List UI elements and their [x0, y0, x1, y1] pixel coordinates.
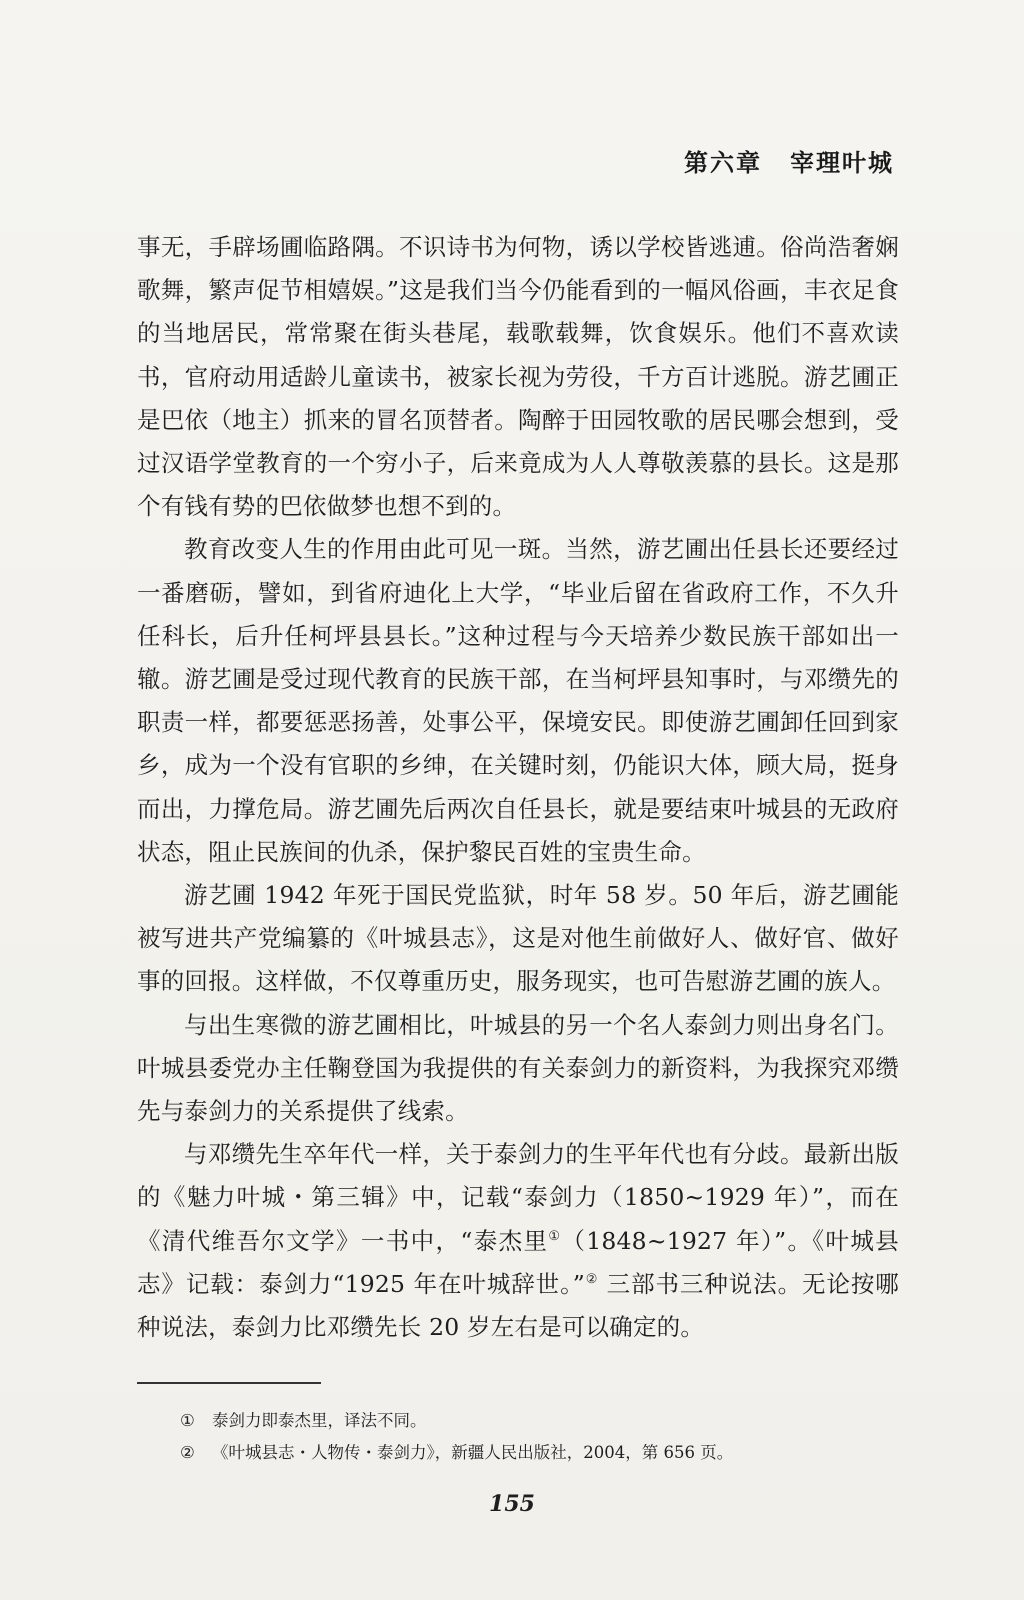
- footnote-ref: ②: [584, 1272, 599, 1288]
- paragraph-text: 三部书三种说法。无论按哪种说法，泰剑力比邓缵先长 20 岁左右是可以确定的。: [137, 1269, 899, 1342]
- chapter-title: 宰理叶城: [790, 148, 894, 177]
- paragraph: [137, 1133, 899, 1349]
- paragraph-text: （1848~1927 年）”。《叶城县志》记载：泰剑力“1925 年在叶城辞世。”: [137, 1226, 899, 1298]
- paragraph: 与出生寒微的游艺圃相比，叶城县的另一个名人泰剑力则出身名门。叶城县委党办主任鞠登国为我提供的有关泰剑力的新资料，为我探究邓缵先与泰剑力的关系提供了线索。: [137, 1010, 899, 1126]
- paragraph: 游艺圃 1942 年死于国民党监狱，时年 58 岁。50 年后，游艺圃能被写进共产党编纂的《叶城县志》，这是对他生前做好人、做好官、做好事的回报。这样做，不仅尊重历史，服务现实，也可告慰游艺圃的族人。: [137, 881, 899, 996]
- footnote: [180, 1437, 900, 1469]
- body-text: [137, 226, 899, 1349]
- footnote: [180, 1405, 900, 1437]
- paragraph-text: 与邓缵先生卒年代一样，关于泰剑力的生平年代也有分歧。最新出版的《魅力叶城・第三辑》中，记载“泰剑力（1850~1929 年）”，而在《清代维吾尔文学》一书中，“泰杰里: [137, 1140, 899, 1255]
- footnote-ref: ①: [548, 1228, 562, 1244]
- paragraph: 事无，手辟场圃临路隅。不识诗书为何物，诱以学校皆逃逋。俗尚浩奢娴歌舞，繁声促节相嬉娱。”这是我们当今仍能看到的一幅风俗画，丰衣足食的当地居民，常常聚在街头巷尾，载歌载舞，饮食娱乐。他们不喜欢读书，官府动用适龄儿童读书，被家长视为劳役，千方百计逃脱。游艺圃正是巴依（地主）抓来的冒名顶替者。陶醉于田园牧歌的居民哪会想到，受过汉语学堂教育的一个穷小子，后来竟成为人人尊敬羡慕的县长。这是那个有钱有势的巴依做梦也想不到的。: [137, 233, 899, 521]
- footnote-text: 泰剑力即泰杰里，译法不同。: [212, 1411, 427, 1430]
- footnote-mark: ①: [180, 1411, 195, 1430]
- footnotes: [180, 1405, 900, 1469]
- chapter-number: 第六章: [684, 148, 762, 177]
- page-number: 155: [489, 1491, 535, 1517]
- footnote-divider: [137, 1382, 321, 1384]
- footnote-text: 《叶城县志・人物传・泰剑力》，新疆人民出版社，2004，第 656 页。: [212, 1443, 734, 1462]
- running-header: [684, 143, 894, 178]
- paragraph: 教育改变人生的作用由此可见一斑。当然，游艺圃出任县长还要经过一番磨砺，譬如，到省府迪化上大学，“毕业后留在省政府工作，不久升任科长，后升任柯坪县县长。”这种过程与今天培养少数民族干部如出一辙。游艺圃是受过现代教育的民族干部，在当柯坪县知事时，与邓缵先的职责一样，都要惩恶扬善，处事公平，保境安民。即使游艺圃卸任回到家乡，成为一个没有官职的乡绅，在关键时刻，仍能识大体，顾大局，挺身而出，力撑危局。游艺圃先后两次自任县长，就是要结束叶城县的无政府状态，阻止民族间的仇杀，保护黎民百姓的宝贵生命。: [137, 535, 899, 866]
- footnote-mark: ②: [180, 1443, 195, 1462]
